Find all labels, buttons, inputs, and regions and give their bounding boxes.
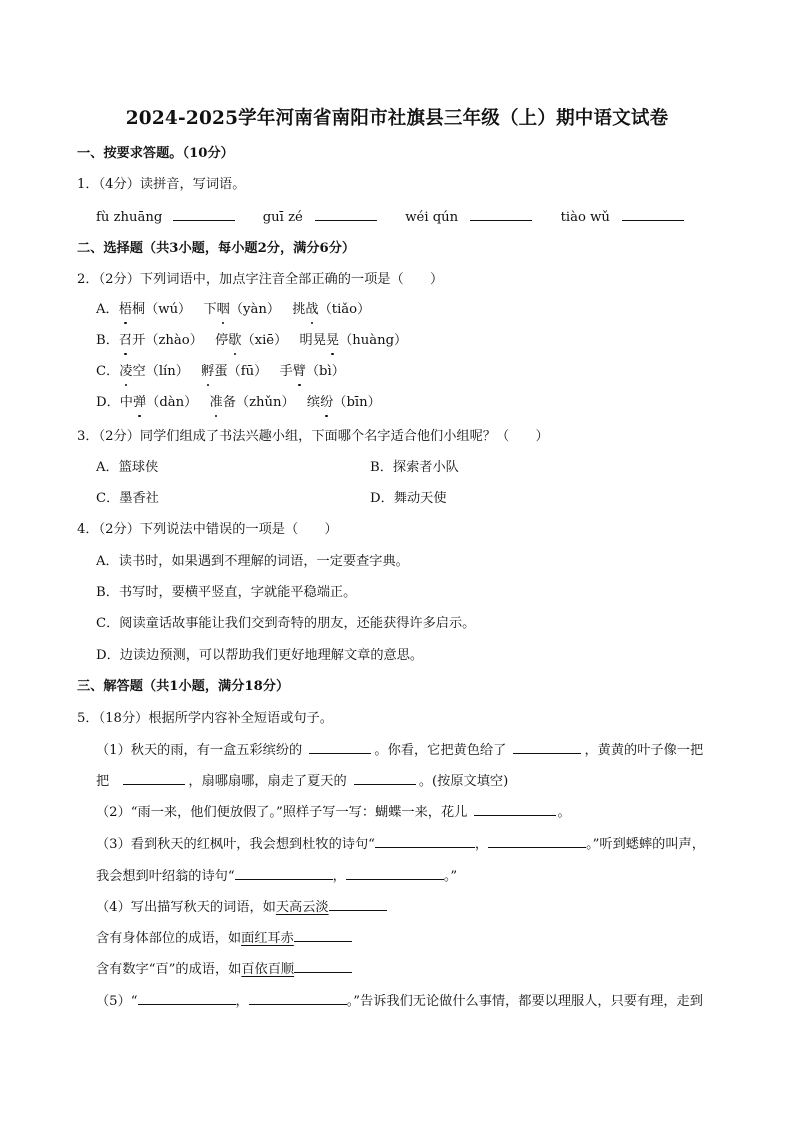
option-text: 空: [132, 364, 146, 379]
dotted-char: 臂: [292, 364, 306, 379]
dotted-char: 孵: [201, 364, 215, 379]
example-answer: 面红耳赤: [241, 931, 294, 946]
question-3-option-b[interactable]: B．探索者小队: [370, 460, 459, 475]
exam-title: 2024-2025学年河南省南阳市社旗县三年级（上）期中语文试卷: [125, 108, 669, 129]
question-5-part-3-line-2: [96, 867, 457, 886]
question-5-part-4-line-1: [96, 898, 387, 917]
prompt-text: 。”: [443, 869, 458, 884]
option-pinyin: （tiǎo）: [318, 302, 371, 317]
question-3-option-d[interactable]: D．舞动天使: [370, 491, 447, 506]
answer-blank[interactable]: [513, 741, 581, 754]
prompt-text: 含有身体部位的成语，如: [96, 931, 242, 946]
example-answer: 百依百顺: [241, 962, 295, 977]
answer-blank[interactable]: [474, 803, 556, 816]
question-4-option-b[interactable]: B．书写时，要横平竖直，字就能平稳端正。: [96, 585, 357, 600]
prompt-text: 。你看，它把黄色给了: [374, 743, 507, 758]
question-2-option-b[interactable]: [96, 332, 407, 350]
question-5-part-2: [96, 803, 571, 822]
prompt-text: 含有数字“百”的成语，如: [96, 962, 242, 977]
pinyin-2: guī zé: [262, 210, 303, 225]
question-4-option-c[interactable]: C．阅读童话故事能让我们交到奇特的朋友，还能获得许多启示。: [96, 616, 476, 631]
option-text: 明晃: [299, 333, 326, 348]
question-4-option-a[interactable]: A．读书时，如果遇到不理解的词语，一定要查字典。: [96, 554, 409, 569]
question-2-option-a[interactable]: [96, 301, 370, 319]
question-5-part-1-line-1: [96, 741, 703, 760]
option-text: 挑: [292, 302, 306, 317]
pinyin-4: tiào wǔ: [560, 210, 610, 225]
question-2-option-c[interactable]: [96, 363, 345, 381]
answer-blank[interactable]: [309, 741, 371, 754]
prompt-text: 。: [557, 805, 571, 820]
question-5-stem: 5．（18分）根据所学内容补全短语或句子。: [77, 711, 333, 726]
option-text: 停: [215, 333, 229, 348]
answer-blank[interactable]: [354, 772, 416, 785]
option-label: D．: [96, 395, 120, 410]
question-1-stem: 1．（4分）读拼音，写词语。: [77, 177, 246, 192]
answer-blank-2[interactable]: [315, 208, 377, 221]
answer-blank-3[interactable]: [470, 208, 532, 221]
question-3-stem: 3．（2分）同学们组成了书法兴趣小组，下面哪个名字适合他们小组呢？（ ）: [77, 429, 549, 444]
prompt-text: 。”听到蟋蟀的叫声，: [586, 837, 705, 852]
option-label: B．: [96, 333, 119, 348]
answer-blank[interactable]: [329, 898, 387, 911]
prompt-text: ，: [235, 994, 249, 1009]
prompt-text: （4）写出描写秋天的词语，如: [96, 900, 276, 915]
answer-blank[interactable]: [346, 867, 444, 880]
prompt-text: 把: [96, 774, 110, 789]
dotted-char: 歇: [228, 333, 242, 348]
option-text: 备: [222, 395, 236, 410]
prompt-text: （2）“雨一来，他们便放假了。”照样子写一写：蝴蝶一来，花儿: [96, 805, 468, 820]
prompt-text: ，扇哪扇哪，扇走了夏天的: [188, 774, 347, 789]
answer-blank-1[interactable]: [173, 208, 235, 221]
option-pinyin: （zhào）: [145, 333, 203, 348]
option-text: 开: [132, 333, 146, 348]
prompt-text: ，: [474, 837, 489, 852]
pinyin-1: fù zhuāng: [96, 210, 163, 225]
section-heading-3: 三、解答题（共1小题，满分18分）: [77, 679, 290, 694]
question-2-option-d[interactable]: [96, 394, 381, 412]
prompt-text: （1）秋天的雨，有一盒五彩缤纷的: [96, 743, 303, 758]
question-4-stem: 4．（2分）下列说法中错误的一项是（ ）: [77, 522, 338, 537]
option-pinyin: （lín）: [145, 364, 189, 379]
answer-blank[interactable]: [123, 772, 185, 785]
option-pinyin: （bīn）: [333, 395, 381, 410]
option-text: 蛋: [214, 364, 228, 379]
answer-blank[interactable]: [294, 960, 352, 973]
option-pinyin: （zhǔn）: [235, 395, 295, 410]
dotted-char: 准: [209, 395, 223, 410]
option-label: A．: [96, 302, 119, 317]
answer-blank[interactable]: [235, 867, 333, 880]
option-pinyin: （fū）: [227, 364, 268, 379]
prompt-text: （5）“: [96, 994, 138, 1009]
section-heading-2: 二、选择题（共3小题，每小题2分，满分6分）: [77, 241, 356, 256]
dotted-char: 召: [118, 333, 133, 348]
answer-blank-4[interactable]: [622, 208, 684, 221]
answer-blank[interactable]: [294, 929, 352, 942]
pinyin-3: wéi qún: [405, 210, 459, 225]
dotted-char: 梧: [118, 302, 132, 317]
dotted-char: 咽: [216, 302, 230, 317]
option-label: C．: [96, 364, 120, 379]
answer-blank[interactable]: [249, 992, 347, 1005]
question-2-stem: 2．（2分）下列词语中，加点字注音全部正确的一项是（ ）: [77, 272, 444, 287]
option-pinyin: （yàn）: [229, 302, 281, 317]
option-pinyin: （xiē）: [241, 333, 288, 348]
question-3-option-a[interactable]: A．篮球侠: [96, 460, 159, 475]
question-5-part-4-line-2: [96, 929, 352, 948]
question-3-option-c[interactable]: C．墨香社: [96, 491, 159, 506]
prompt-text: ，黄黄的叶子像一把: [584, 743, 704, 758]
prompt-text: ，: [332, 869, 346, 884]
option-text: 下: [203, 302, 217, 317]
option-text: 中: [119, 395, 133, 410]
section-heading-1: 一、按要求答题。（10分）: [77, 146, 234, 161]
option-text: 缤: [306, 395, 321, 410]
question-1-pinyin-row: [96, 208, 684, 227]
dotted-char: 弹: [132, 395, 147, 410]
question-4-option-d[interactable]: D．边读边预测，可以帮助我们更好地理解文章的意思。: [96, 648, 424, 663]
option-pinyin: （huàng）: [339, 333, 408, 348]
prompt-text: 。(按原文填空): [418, 774, 509, 789]
example-answer: 天高云淡: [275, 900, 329, 915]
option-pinyin: （bì）: [305, 364, 345, 379]
prompt-text: （3）看到秋天的红枫叶，我会想到杜牧的诗句“: [96, 837, 375, 852]
option-text: 手: [279, 364, 293, 379]
dotted-char: 凌: [119, 364, 133, 379]
question-5-part-3-line-1: [96, 835, 705, 854]
prompt-text: 我会想到叶绍翁的诗句“: [96, 869, 235, 884]
option-pinyin: （wú）: [145, 302, 192, 317]
dotted-char: 晃: [325, 333, 340, 348]
prompt-text: 。”告诉我们无论做什么事情，都要以理服人，只要有理，走到: [346, 994, 703, 1009]
option-text: 桐: [131, 302, 146, 317]
answer-blank[interactable]: [375, 835, 475, 848]
answer-blank[interactable]: [488, 835, 586, 848]
question-5-part-1-line-2: [96, 772, 508, 791]
dotted-char: 战: [305, 302, 319, 317]
option-pinyin: （dàn）: [146, 395, 198, 410]
answer-blank[interactable]: [138, 992, 236, 1005]
dotted-char: 纷: [320, 395, 334, 410]
question-5-part-5: [96, 992, 703, 1011]
question-5-part-4-line-3: [96, 960, 352, 979]
